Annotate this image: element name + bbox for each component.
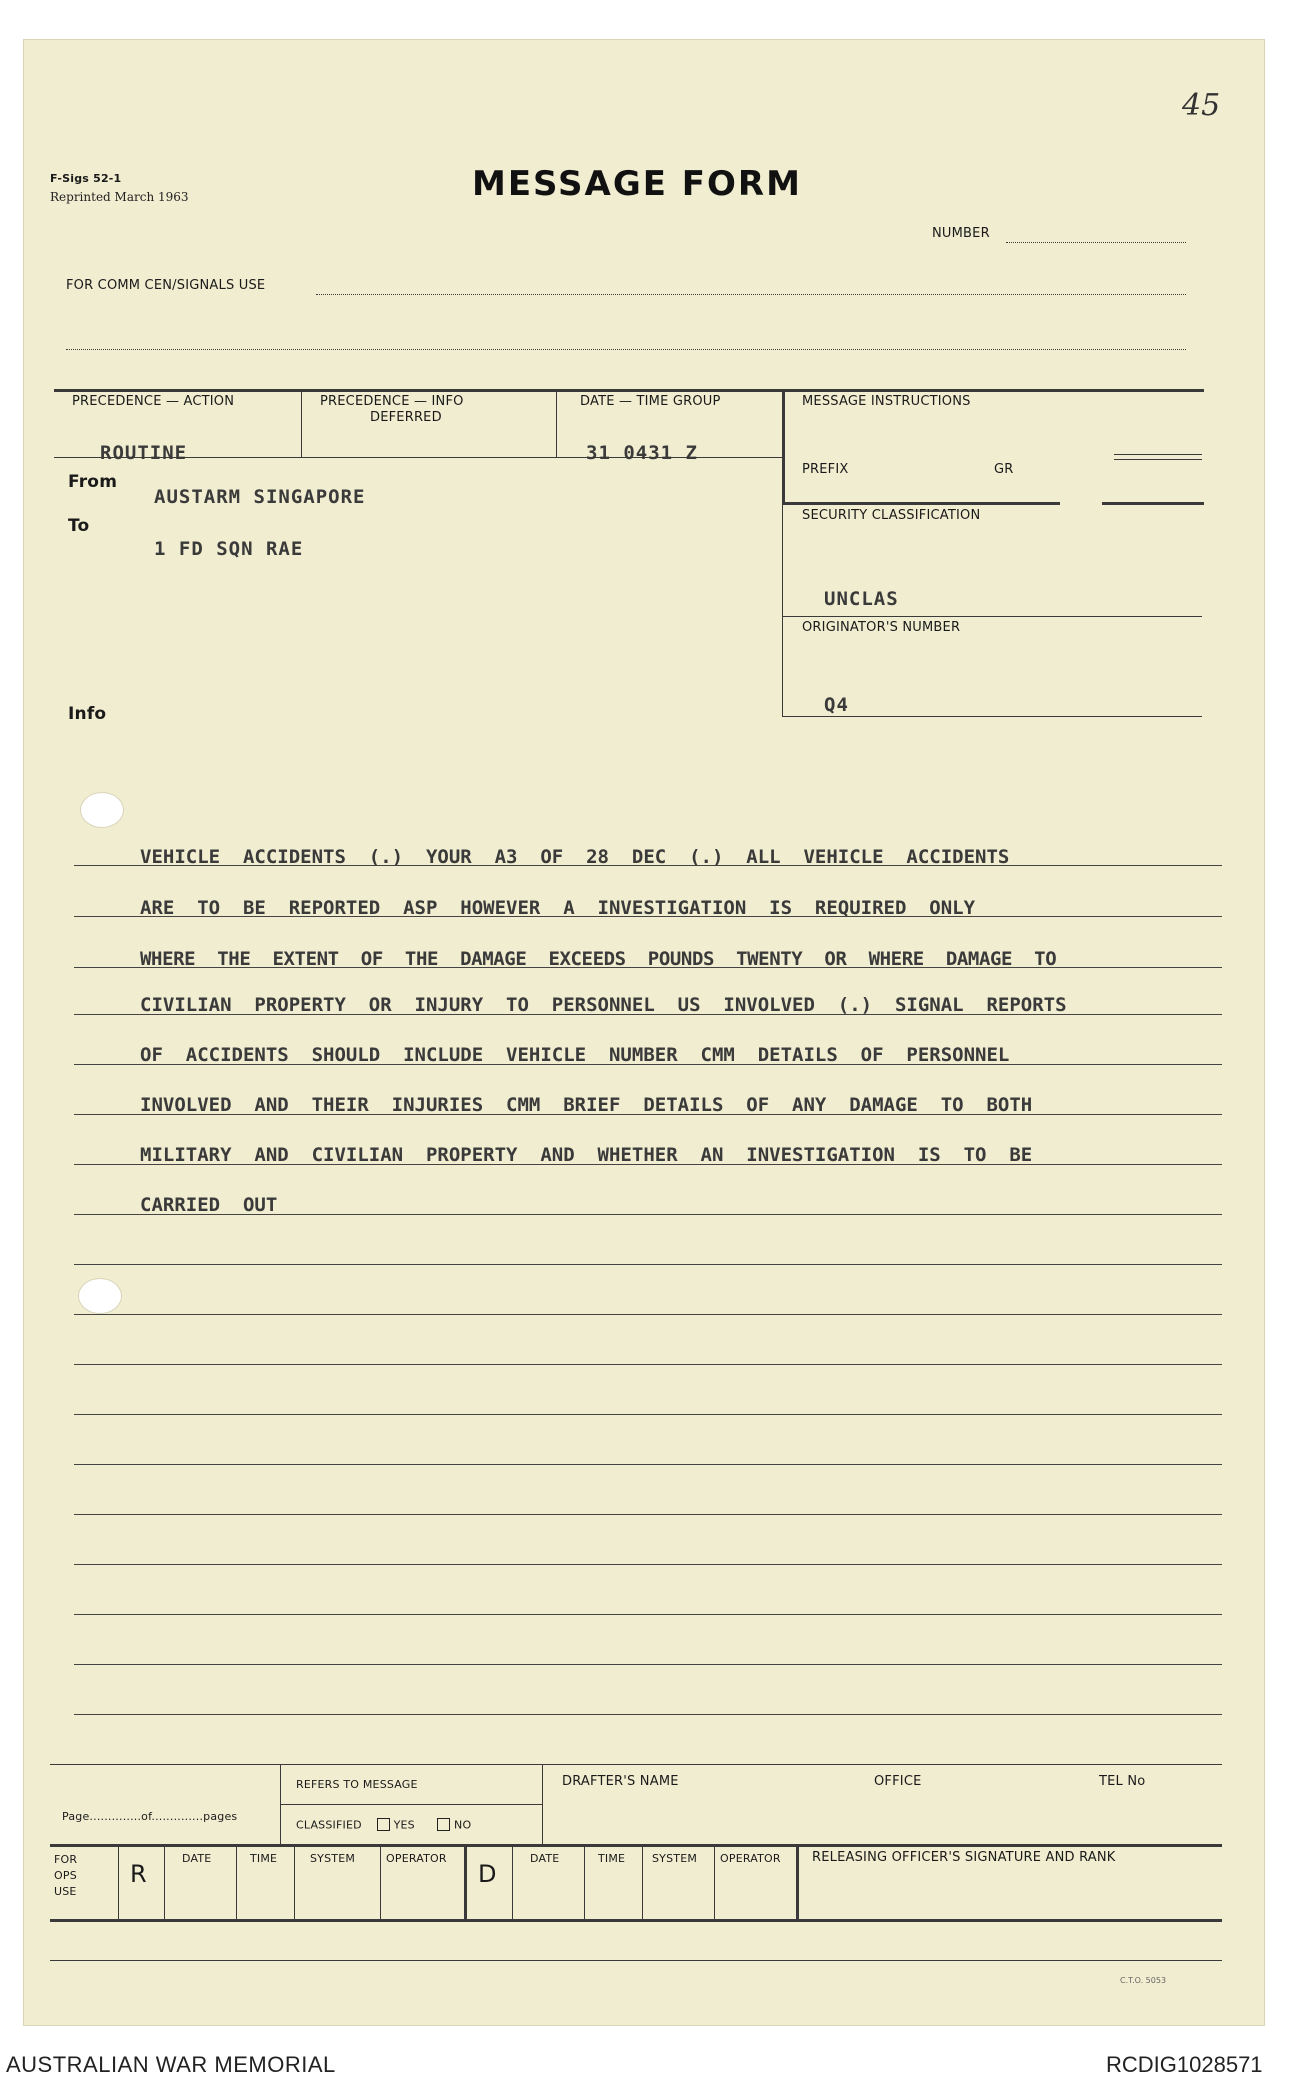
prec-action-label: PRECEDENCE — ACTION: [72, 394, 235, 409]
for-text: FOR: [54, 1853, 78, 1866]
deferred-label: DEFERRED: [370, 410, 442, 425]
info-label: Info: [68, 704, 107, 724]
for-ops-use-label: [54, 1852, 77, 1900]
ruled-line: [74, 1614, 1222, 1615]
yes-checkbox[interactable]: [377, 1818, 390, 1831]
from-value: AUSTARM SINGAPORE: [154, 486, 366, 508]
time-label-1: TIME: [250, 1852, 278, 1865]
d-label: D: [478, 1860, 497, 1888]
message-form-sheet: [24, 40, 1264, 2025]
use-text: USE: [54, 1885, 77, 1898]
no-text: NO: [454, 1818, 472, 1832]
r-label: R: [130, 1860, 147, 1888]
classified-text: CLASSIFIED: [296, 1818, 362, 1832]
msg-instr-label: MESSAGE INSTRUCTIONS: [802, 394, 971, 409]
ruled-line: [74, 1364, 1222, 1365]
message-line: ARE TO BE REPORTED ASP HOWEVER A INVESTIGATION IS REQUIRED ONLY: [140, 897, 976, 919]
footer-div-drafter: [542, 1764, 543, 1846]
reprint-note: Reprinted March 1963: [50, 190, 189, 204]
page-of-pages: Page..............of..............pages: [62, 1810, 238, 1823]
ops-div-5: [380, 1846, 381, 1920]
ops-div-11: [796, 1846, 799, 1920]
prefix-label: PREFIX: [802, 462, 849, 477]
form-title: MESSAGE FORM: [472, 164, 802, 204]
footer-div-refers: [280, 1764, 281, 1846]
message-line: OF ACCIDENTS SHOULD INCLUDE VEHICLE NUMBER CMM DETAILS OF PERSONNEL: [140, 1044, 1010, 1066]
ops-div-10: [714, 1846, 715, 1920]
ops-div-7: [512, 1846, 513, 1920]
releasing-officer-label: RELEASING OFFICER'S SIGNATURE AND RANK: [812, 1850, 1116, 1865]
ops-div-3: [236, 1846, 237, 1920]
message-line: CIVILIAN PROPERTY OR INJURY TO PERSONNEL US INVOLVED (.) SIGNAL REPORTS: [140, 994, 1067, 1016]
footer-bottom-rule: [50, 1960, 1222, 1961]
form-code: F-Sigs 52-1: [50, 172, 122, 185]
punch-hole-top: [80, 792, 124, 828]
sec-class-label: SECURITY CLASSIFICATION: [802, 508, 981, 523]
message-line: MILITARY AND CIVILIAN PROPERTY AND WHETHER AN INVESTIGATION IS TO BE: [140, 1144, 1033, 1166]
tel-label: TEL No: [1099, 1774, 1146, 1789]
punch-hole-bottom: [78, 1278, 122, 1314]
ops-top-rule: [50, 1844, 1222, 1847]
message-line: VEHICLE ACCIDENTS (.) YOUR A3 OF 28 DEC (.) ALL VEHICLE ACCIDENTS: [140, 846, 1010, 868]
ops-div-2: [164, 1846, 165, 1920]
date-label-2: DATE: [530, 1852, 560, 1865]
ruled-line: [74, 1714, 1222, 1715]
ops-div-1: [118, 1846, 119, 1920]
message-line: INVOLVED AND THEIR INJURIES CMM BRIEF DETAILS OF ANY DAMAGE TO BOTH: [140, 1094, 1033, 1116]
operator-label-1: OPERATOR: [386, 1852, 447, 1865]
ops-text: OPS: [54, 1869, 77, 1882]
precedence-value: ROUTINE: [100, 442, 188, 464]
ruled-line: [74, 1414, 1222, 1415]
system-label-2: SYSTEM: [652, 1852, 698, 1865]
prec-info-label: PRECEDENCE — INFO: [320, 394, 464, 409]
no-checkbox[interactable]: [437, 1818, 450, 1831]
ruled-line: [74, 1664, 1222, 1665]
dtg-value: 31 0431 Z: [586, 442, 698, 464]
number-label: NUMBER: [932, 226, 990, 241]
caption-right: RCDIG1028571: [1106, 2052, 1263, 2077]
ruled-line: [74, 1564, 1222, 1565]
page-number: 45: [1182, 88, 1221, 123]
caption-left: AUSTRALIAN WAR MEMORIAL: [6, 2052, 336, 2077]
ops-div-4: [294, 1846, 295, 1920]
gr-label: GR: [994, 462, 1014, 477]
classified-label: [296, 1818, 471, 1833]
refers-mid-rule: [280, 1804, 542, 1805]
form-code-footer: C.T.O. 5053: [1120, 1976, 1167, 1985]
to-label: To: [68, 516, 90, 536]
operator-label-2: OPERATOR: [720, 1852, 781, 1865]
message-line: CARRIED OUT: [140, 1194, 278, 1216]
to-value: 1 FD SQN RAE: [154, 538, 304, 560]
comm-cen-label: FOR COMM CEN/SIGNALS USE: [66, 278, 266, 293]
ops-div-8: [584, 1846, 585, 1920]
time-label-2: TIME: [598, 1852, 626, 1865]
message-body: [140, 40, 1240, 1340]
ops-bottom-rule: [50, 1919, 1222, 1922]
footer-top-rule: [50, 1764, 1222, 1765]
orig-num-value: Q4: [824, 694, 849, 716]
date-label-1: DATE: [182, 1852, 212, 1865]
message-line: WHERE THE EXTENT OF THE DAMAGE EXCEEDS POUNDS TWENTY OR WHERE DAMAGE TO: [140, 948, 1057, 970]
ops-div-9: [642, 1846, 643, 1920]
ruled-line: [74, 1514, 1222, 1515]
drafter-label: DRAFTER'S NAME: [562, 1774, 679, 1789]
office-label: OFFICE: [874, 1774, 922, 1789]
dtg-label: DATE — TIME GROUP: [580, 394, 721, 409]
yes-text: YES: [393, 1818, 415, 1832]
classification-value: UNCLAS: [824, 588, 899, 610]
from-label: From: [68, 472, 118, 492]
refers-label: REFERS TO MESSAGE: [296, 1778, 418, 1791]
system-label-1: SYSTEM: [310, 1852, 356, 1865]
ops-div-6: [464, 1846, 467, 1920]
orig-num-label: ORIGINATOR'S NUMBER: [802, 620, 961, 635]
ruled-line: [74, 1464, 1222, 1465]
